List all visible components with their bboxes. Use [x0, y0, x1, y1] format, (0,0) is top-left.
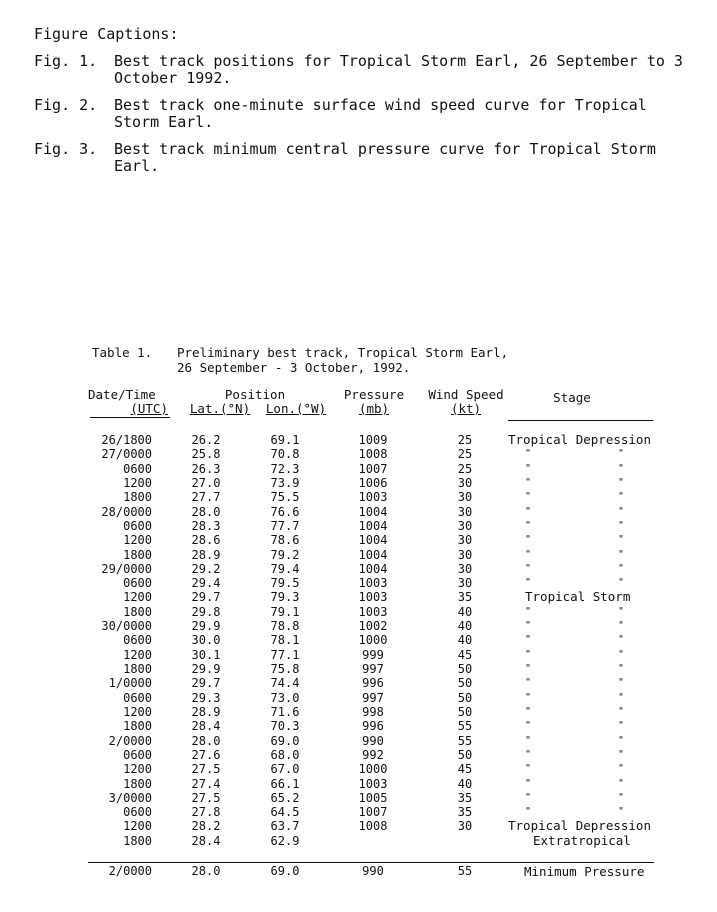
row-lon: 64.5 [270, 805, 300, 820]
row-datetime: 1200 [123, 647, 152, 662]
row-pressure: 1008 [358, 819, 388, 834]
ditto-mark: " [617, 562, 625, 574]
table-title [177, 345, 508, 375]
row-datetime: 0600 [123, 747, 152, 762]
row-lat: 29.8 [191, 604, 221, 619]
header-pressure-unit: (mb) [358, 401, 390, 416]
ditto-mark: " [617, 734, 625, 746]
row-pressure: 997 [362, 662, 384, 676]
summary-lon: 69.0 [270, 864, 300, 878]
ditto-mark: " [524, 620, 532, 632]
caption-text: Best track positions for Tropical Storm Earl, 26 September to 3 October 1992. [114, 52, 683, 87]
caption-item [34, 53, 694, 87]
row-lat: 28.0 [191, 504, 221, 519]
row-lon: 69.0 [270, 733, 300, 748]
ditto-mark: " [617, 763, 625, 775]
row-wind: 30 [457, 504, 473, 519]
header-wind-unit: (kt) [450, 401, 482, 416]
ditto-mark: " [617, 806, 625, 818]
row-lon: 79.3 [270, 590, 300, 605]
row-lat: 29.7 [191, 676, 221, 691]
row-pressure: 1007 [358, 805, 388, 820]
ditto-mark: " [617, 519, 625, 531]
row-datetime: 1800 [123, 547, 152, 562]
summary-row [0, 864, 717, 880]
ditto-mark: " [617, 777, 625, 789]
row-lat: 30.0 [191, 633, 221, 648]
row-lat: 29.9 [191, 662, 221, 676]
row-pressure: 1004 [358, 533, 388, 548]
table-label: Table 1. [92, 345, 153, 360]
summary-lat: 28.0 [191, 864, 221, 878]
row-lon: 65.2 [270, 790, 300, 805]
table-row [0, 533, 717, 547]
ditto-mark: " [617, 605, 625, 617]
ditto-mark: " [524, 448, 532, 460]
ditto-mark: " [617, 705, 625, 717]
best-track-rows [0, 433, 717, 848]
ditto-mark: " [524, 705, 532, 717]
ditto-mark: " [524, 562, 532, 574]
row-wind: 35 [457, 790, 473, 805]
ditto-mark: " [524, 491, 532, 503]
row-datetime: 0600 [123, 805, 152, 820]
row-datetime: 29/0000 [101, 561, 152, 576]
row-wind: 30 [457, 475, 473, 490]
row-lon: 77.1 [270, 647, 300, 662]
summary-datetime: 2/0000 [108, 864, 152, 878]
row-lat: 27.6 [191, 747, 221, 762]
ditto-mark: " [524, 691, 532, 703]
ditto-mark: " [617, 548, 625, 560]
table-caption [92, 345, 508, 375]
table-row [0, 834, 717, 848]
row-stage: Tropical Storm [525, 589, 631, 605]
row-datetime: 1800 [123, 776, 152, 791]
row-datetime: 1200 [123, 590, 152, 605]
ditto-mark: " [617, 505, 625, 517]
row-lat: 28.3 [191, 518, 221, 533]
row-wind: 30 [457, 490, 473, 505]
row-wind: 30 [457, 561, 473, 576]
header-wind [420, 388, 512, 416]
ditto-mark: " [524, 548, 532, 560]
row-pressure: 1009 [358, 433, 388, 447]
row-pressure: 998 [362, 704, 384, 719]
ditto-mark: " [524, 648, 532, 660]
ditto-mark: " [617, 534, 625, 546]
row-datetime: 0600 [123, 633, 152, 648]
table-row [0, 505, 717, 519]
row-wind: 50 [457, 704, 473, 719]
row-lat: 26.3 [191, 461, 221, 476]
table-row [0, 748, 717, 762]
row-pressure: 1000 [358, 762, 388, 777]
row-lat: 29.9 [191, 619, 221, 634]
row-lon: 69.1 [270, 433, 300, 447]
row-wind: 50 [457, 676, 473, 691]
row-lon: 72.3 [270, 461, 300, 476]
table-row [0, 734, 717, 748]
row-lat: 28.4 [191, 719, 221, 734]
table-row [0, 490, 717, 504]
ditto-mark: " [524, 605, 532, 617]
row-lat: 26.2 [191, 433, 221, 447]
row-datetime: 1200 [123, 704, 152, 719]
table-row [0, 691, 717, 705]
row-wind: 25 [457, 433, 473, 447]
table-row [0, 590, 717, 604]
ditto-mark: " [617, 663, 625, 674]
table-title-line: 26 September - 3 October, 1992. [177, 360, 411, 375]
table-row [0, 676, 717, 690]
row-lon: 79.4 [270, 561, 300, 576]
ditto-mark: " [617, 462, 625, 474]
table-row [0, 476, 717, 490]
table-row [0, 462, 717, 476]
ditto-mark: " [617, 448, 625, 460]
row-datetime: 1/0000 [108, 676, 152, 691]
table-row [0, 719, 717, 733]
ditto-mark: " [617, 577, 625, 589]
caption-item [34, 97, 694, 131]
row-datetime: 1200 [123, 475, 152, 490]
row-pressure: 1003 [358, 576, 388, 591]
ditto-mark: " [524, 476, 532, 488]
row-lat: 28.0 [191, 733, 221, 748]
row-wind: 45 [457, 762, 473, 777]
row-wind: 40 [457, 776, 473, 791]
row-pressure: 1007 [358, 461, 388, 476]
table-row [0, 433, 717, 447]
ditto-mark: " [617, 791, 625, 803]
row-datetime: 1800 [123, 833, 152, 848]
row-datetime: 2/0000 [108, 733, 152, 748]
row-pressure: 1000 [358, 633, 388, 648]
header-datetime [88, 388, 172, 416]
ditto-mark: " [524, 505, 532, 517]
row-pressure: 992 [362, 747, 384, 762]
table-title-line: Preliminary best track, Tropical Storm Earl, [177, 345, 509, 360]
row-lat: 25.8 [191, 447, 221, 462]
row-lat: 29.4 [191, 576, 221, 591]
row-wind: 30 [457, 576, 473, 591]
row-wind: 50 [457, 690, 473, 705]
ditto-mark: " [524, 577, 532, 589]
table-row [0, 762, 717, 776]
row-lon: 67.0 [270, 762, 300, 777]
row-lon: 79.5 [270, 576, 300, 591]
table-row [0, 576, 717, 590]
ditto-mark: " [617, 491, 625, 503]
row-lat: 28.4 [191, 833, 221, 848]
row-pressure: 1004 [358, 518, 388, 533]
row-datetime: 1800 [123, 719, 152, 734]
header-rule [508, 420, 653, 421]
row-lon: 74.4 [270, 676, 300, 691]
table-row [0, 519, 717, 533]
row-lat: 29.3 [191, 690, 221, 705]
row-stage: Tropical Depression [508, 818, 651, 834]
ditto-mark: " [524, 734, 532, 746]
caption-text: Best track one-minute surface wind speed curve for Tropical Storm Earl. [114, 96, 647, 131]
row-wind: 55 [457, 719, 473, 734]
row-pressure: 996 [362, 676, 384, 691]
table-row [0, 705, 717, 719]
row-wind: 50 [457, 747, 473, 762]
row-datetime: 30/0000 [101, 619, 152, 634]
row-lon: 75.8 [270, 662, 300, 676]
row-lon: 75.5 [270, 490, 300, 505]
row-pressure: 1005 [358, 790, 388, 805]
row-lat: 28.9 [191, 547, 221, 562]
summary-wind: 55 [457, 864, 473, 878]
caption-text: Best track minimum central pressure curve for Tropical Storm Earl. [114, 140, 656, 175]
row-lat: 27.0 [191, 475, 221, 490]
row-pressure: 1003 [358, 590, 388, 605]
caption-item [34, 141, 694, 175]
ditto-mark: " [617, 476, 625, 488]
ditto-mark: " [524, 806, 532, 818]
table-row [0, 777, 717, 791]
table-row [0, 791, 717, 805]
table-row [0, 805, 717, 819]
table-row [0, 619, 717, 633]
row-pressure: 996 [362, 719, 384, 734]
row-datetime: 1800 [123, 490, 152, 505]
row-lat: 28.2 [191, 819, 221, 834]
row-lat: 27.4 [191, 776, 221, 791]
ditto-mark: " [524, 777, 532, 789]
row-stage: Extratropical [533, 832, 631, 848]
row-wind: 30 [457, 547, 473, 562]
row-wind: 35 [457, 805, 473, 820]
table-row [0, 562, 717, 576]
ditto-mark: " [617, 720, 625, 732]
table-row [0, 662, 717, 676]
header-lon: Lon.(°W) [265, 401, 327, 416]
row-lat: 27.5 [191, 790, 221, 805]
row-pressure: 1006 [358, 475, 388, 490]
header-lat: Lat.(°N) [189, 401, 251, 416]
row-lat: 29.2 [191, 561, 221, 576]
table-row [0, 648, 717, 662]
header-rule [90, 417, 170, 418]
row-datetime: 3/0000 [108, 790, 152, 805]
row-wind: 30 [457, 819, 473, 834]
header-wind-label: Wind Speed [428, 387, 504, 402]
ditto-mark: " [524, 720, 532, 732]
ditto-mark: " [524, 663, 532, 674]
row-wind: 40 [457, 619, 473, 634]
row-pressure: 1003 [358, 490, 388, 505]
row-stage: Tropical Depression [508, 432, 651, 447]
row-lat: 30.1 [191, 647, 221, 662]
row-lon: 76.6 [270, 504, 300, 519]
ditto-mark: " [617, 648, 625, 660]
row-datetime: 1200 [123, 819, 152, 834]
row-datetime: 26/1800 [101, 433, 152, 447]
summary-pressure: 990 [362, 864, 384, 878]
row-datetime: 1800 [123, 604, 152, 619]
ditto-mark: " [617, 677, 625, 689]
row-pressure: 1008 [358, 447, 388, 462]
row-pressure: 1004 [358, 547, 388, 562]
ditto-mark: " [617, 691, 625, 703]
header-datetime-label: Date/Time [88, 387, 156, 402]
figure-captions [34, 26, 694, 185]
row-datetime: 1200 [123, 533, 152, 548]
row-datetime: 0600 [123, 690, 152, 705]
row-lat: 28.6 [191, 533, 221, 548]
ditto-mark: " [617, 748, 625, 760]
ditto-mark: " [524, 462, 532, 474]
row-lat: 28.9 [191, 704, 221, 719]
row-lon: 79.2 [270, 547, 300, 562]
ditto-mark: " [524, 791, 532, 803]
row-lon: 78.6 [270, 533, 300, 548]
header-pressure-label: Pressure [343, 387, 405, 402]
caption-number: Fig. 1. [34, 52, 98, 70]
row-pressure: 1003 [358, 604, 388, 619]
row-wind: 50 [457, 662, 473, 676]
table-row [0, 633, 717, 647]
row-lon: 78.1 [270, 633, 300, 648]
row-pressure: 1004 [358, 561, 388, 576]
row-lon: 77.7 [270, 518, 300, 533]
row-lat: 27.7 [191, 490, 221, 505]
row-datetime: 27/0000 [101, 447, 152, 462]
row-wind: 40 [457, 633, 473, 648]
row-lon: 70.8 [270, 447, 300, 462]
row-wind: 35 [457, 590, 473, 605]
ditto-mark: " [524, 634, 532, 646]
row-datetime: 0600 [123, 461, 152, 476]
row-wind: 55 [457, 733, 473, 748]
ditto-mark: " [524, 748, 532, 760]
row-pressure: 997 [362, 690, 384, 705]
row-wind: 30 [457, 533, 473, 548]
row-wind: 30 [457, 518, 473, 533]
caption-number: Fig. 3. [34, 140, 98, 158]
row-wind: 25 [457, 447, 473, 462]
ditto-mark: " [617, 620, 625, 632]
row-wind: 40 [457, 604, 473, 619]
row-lon: 68.0 [270, 747, 300, 762]
row-wind: 25 [457, 461, 473, 476]
header-stage: Stage [553, 390, 591, 405]
row-datetime: 28/0000 [101, 504, 152, 519]
ditto-mark: " [524, 519, 532, 531]
row-lon: 79.1 [270, 604, 300, 619]
ditto-mark: " [617, 634, 625, 646]
row-lon: 73.0 [270, 690, 300, 705]
ditto-mark: " [524, 763, 532, 775]
table-row [0, 605, 717, 619]
row-wind: 45 [457, 647, 473, 662]
row-lon: 73.9 [270, 475, 300, 490]
row-datetime: 0600 [123, 518, 152, 533]
row-lon: 63.7 [270, 819, 300, 834]
row-lon: 70.3 [270, 719, 300, 734]
row-pressure: 990 [362, 733, 384, 748]
row-datetime: 1200 [123, 762, 152, 777]
row-lon: 78.8 [270, 619, 300, 634]
row-lon: 71.6 [270, 704, 300, 719]
row-datetime: 1800 [123, 662, 152, 676]
ditto-mark: " [524, 677, 532, 689]
table-row [0, 447, 717, 461]
ditto-mark: " [524, 534, 532, 546]
row-lat: 27.8 [191, 805, 221, 820]
row-pressure: 1002 [358, 619, 388, 634]
table-row [0, 548, 717, 562]
row-pressure: 999 [362, 647, 384, 662]
row-lon: 66.1 [270, 776, 300, 791]
header-pressure [338, 388, 410, 416]
table-row [0, 819, 717, 833]
row-lat: 29.7 [191, 590, 221, 605]
row-pressure: 1004 [358, 504, 388, 519]
header-utc-label: (UTC) [130, 401, 168, 416]
caption-number: Fig. 2. [34, 96, 98, 114]
summary-stage: Minimum Pressure [524, 864, 645, 879]
row-datetime: 0600 [123, 576, 152, 591]
row-lat: 27.5 [191, 762, 221, 777]
summary-rule [88, 862, 654, 863]
header-position: Position [224, 387, 286, 402]
row-lon: 62.9 [270, 833, 300, 848]
captions-heading: Figure Captions: [34, 25, 179, 43]
row-pressure: 1003 [358, 776, 388, 791]
